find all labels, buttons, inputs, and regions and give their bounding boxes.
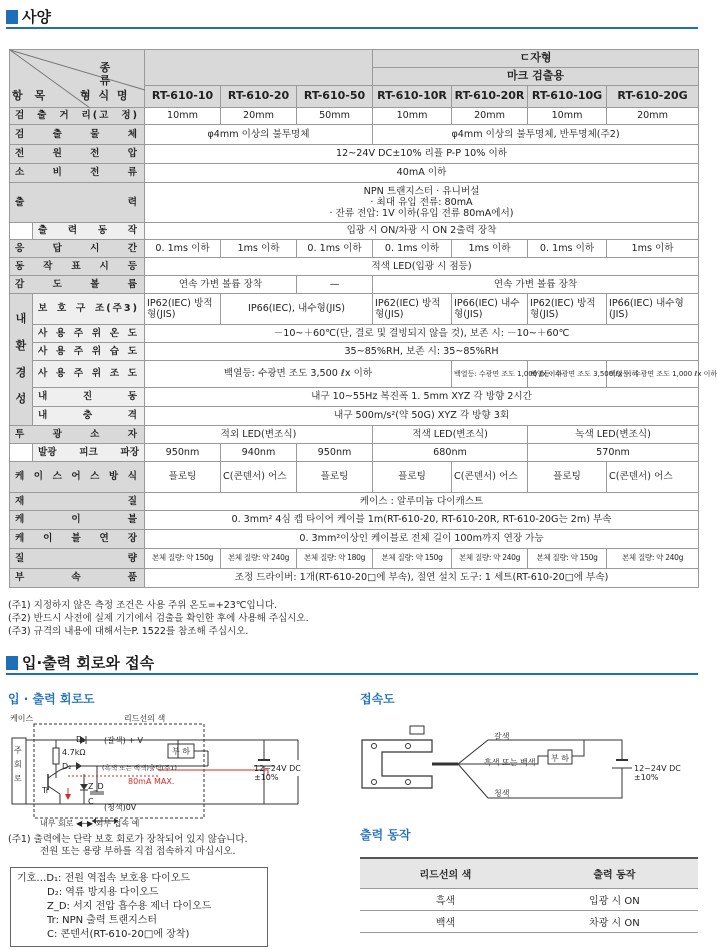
row-label: 내 충 격 xyxy=(33,407,145,426)
table-cell: 적외 LED(변조식) xyxy=(145,426,373,444)
table-cell: 50mm xyxy=(297,108,373,125)
load-label: 부 하 xyxy=(172,747,190,756)
table-cell: 40mA 이하 xyxy=(145,164,699,183)
table-cell: 1ms 이하 xyxy=(607,240,699,258)
footnote: (주3) 규격의 내용에 대해서는P. 1522를 참조해 주십시오. xyxy=(8,626,249,637)
row-label: 케 이 스 어 스 방 식 xyxy=(10,462,145,493)
table-cell: 0. 3mm²이상인 케이블로 전체 길이 100m까지 연장 가능 xyxy=(145,530,699,549)
legend-line: D₂: 역류 방지용 다이오드 xyxy=(47,887,159,898)
table-cell: C(콘덴서) 어스 xyxy=(452,462,528,493)
legend-line: Tr: NPN 출력 트랜지스터 xyxy=(47,915,158,926)
table-cell: 플로팅 xyxy=(297,462,373,493)
table-cell: 20mm xyxy=(221,108,297,125)
table-cell: 플로팅 xyxy=(528,462,607,493)
table-cell: 본체 질량: 약 180g xyxy=(297,549,373,569)
spec-section-title xyxy=(6,6,51,27)
output-line: · 최대 유입 전류: 80mA xyxy=(370,196,473,208)
circuit-note-line: (주1) 출력에는 단락 보호 회로가 장착되어 있지 않습니다. xyxy=(8,834,248,845)
row-label: 질 량 xyxy=(10,549,145,569)
table-cell: 20mm xyxy=(607,108,699,125)
output-line: · 잔류 전압: 1V 이하(유입 전류 80mA에서) xyxy=(329,208,514,220)
table-cell: 연속 가변 볼륨 장착 xyxy=(145,276,297,294)
table-cell: 백열등: 수광면 조도 1,000 ℓx 이하 xyxy=(452,361,528,388)
table-cell: 10mm xyxy=(528,108,607,125)
op-cell: 흑색 xyxy=(360,888,531,910)
footnotes xyxy=(8,599,309,638)
lead-color-label: 리드선의 색 xyxy=(124,714,166,723)
row-label: 케 이 블 xyxy=(10,511,145,530)
table-cell: 950nm xyxy=(145,444,221,462)
table-cell: IP66(IEC) 내수형(JIS) xyxy=(452,294,528,325)
table-cell: 940nm xyxy=(221,444,297,462)
env-char: 내 xyxy=(15,312,27,326)
table-corner-header xyxy=(10,50,145,108)
conn-load-label: 부 하 xyxy=(551,754,569,763)
table-cell: 10mm xyxy=(145,108,221,125)
table-cell: 680nm xyxy=(373,444,528,462)
table-cell: 0. 1ms 이하 xyxy=(145,240,221,258)
main-circuit-label: 주회로 xyxy=(14,746,22,783)
table-cell: 0. 1ms 이하 xyxy=(528,240,607,258)
circuit-subtitle: 입 · 출력 회로도 xyxy=(8,692,95,706)
table-cell: φ4mm 이상의 불투명체, 반투명체(주2) xyxy=(373,125,699,145)
empty-group-header xyxy=(145,50,373,86)
row-label: 출 력 동 작 xyxy=(33,223,145,240)
supply-label: 12~24V DC ±10% xyxy=(254,764,301,782)
output-lead-label: (흑색 또는 백색)출력(주1) xyxy=(102,764,177,772)
section-marker-icon xyxy=(6,10,18,24)
output-operation-subtitle: 출력 동작 xyxy=(360,828,411,842)
table-cell: IP62(IEC) 방적형(JIS) xyxy=(145,294,221,325)
output-line: NPN 트랜지스터 · 유니버설 xyxy=(363,185,480,197)
table-cell: IP62(IEC) 방적형(JIS) xyxy=(528,294,607,325)
env-char: 환 xyxy=(15,338,27,352)
table-cell: 12~24V DC±10% 리플 P-P 10% 이하 xyxy=(145,145,699,164)
table-cell: 백열등: 수광면 조도 3,500 ℓx 이하 xyxy=(145,361,452,388)
op-cell: 차광 시 ON xyxy=(531,910,698,932)
row-label: 전 원 전 압 xyxy=(10,145,145,164)
d2-label: D₂ xyxy=(62,762,72,771)
table-cell: 적색 LED(입광 시 점등) xyxy=(145,258,699,276)
table-cell: IP62(IEC) 방적형(JIS) xyxy=(373,294,452,325)
table-cell: 20mm xyxy=(452,108,528,125)
table-cell: 10mm xyxy=(373,108,452,125)
row-label: 보 호 구 조(주3) xyxy=(33,294,145,325)
table-cell: 케이스 : 알루미늄 다이캐스트 xyxy=(145,493,699,511)
row-label: 응 답 시 간 xyxy=(10,240,145,258)
model-header: RT-610-10G xyxy=(528,86,607,108)
table-cell: 적색 LED(변조식) xyxy=(373,426,528,444)
table-cell: 1ms 이하 xyxy=(221,240,297,258)
conn-supply-label: 12~24V DC ±10% xyxy=(634,764,681,782)
table-cell: C(콘덴서) 어스 xyxy=(221,462,297,493)
inner-outer-label: 내부 회로 ◀─▶ 외부 접속 예 xyxy=(40,819,140,828)
case-label: 케이스 xyxy=(10,714,34,723)
conn-brown-label: 갈색 xyxy=(494,732,510,741)
item-label: 항 목 xyxy=(12,89,50,102)
row-label: 케 이 블 연 장 xyxy=(10,530,145,549)
table-cell: 본체 질량: 약 150g xyxy=(528,549,607,569)
table-cell: C(콘덴서) 어스 xyxy=(607,462,699,493)
table-cell: 0. 1ms 이하 xyxy=(297,240,373,258)
op-header-cell: 리드선의 색 xyxy=(360,858,531,888)
environment-label-stack xyxy=(12,313,30,406)
spec-table xyxy=(9,49,717,588)
blue-0v-label: (청색)0V xyxy=(104,803,137,812)
model-header: RT-610-50 xyxy=(297,86,373,108)
output-cell xyxy=(145,183,699,223)
op-header-cell: 출력 동작 xyxy=(531,858,698,888)
table-cell: 950nm xyxy=(297,444,373,462)
table-cell: 백열등: 수광면 조도 1,000 ℓx 이하 xyxy=(607,361,699,388)
row-label: 사 용 주 위 습 도 xyxy=(33,343,145,361)
spec-divider xyxy=(6,27,698,29)
table-cell: 본체 질량: 약 150g xyxy=(373,549,452,569)
op-cell: 백색 xyxy=(360,910,531,932)
table-cell: 녹색 LED(변조식) xyxy=(528,426,699,444)
zd-label: Z_D xyxy=(88,782,104,791)
table-cell: 연속 가변 볼륨 장착 xyxy=(373,276,699,294)
row-label: 사 용 주 위 조 도 xyxy=(33,361,145,388)
table-cell: 본체 질량: 약 150g xyxy=(145,549,221,569)
table-cell: 백열등: 수광면 조도 3,500 ℓx 이하 xyxy=(528,361,607,388)
table-cell: IP66(IEC) 내수형(JIS) xyxy=(607,294,699,325)
model-header: RT-610-10R xyxy=(373,86,452,108)
connection-subtitle: 접속도 xyxy=(360,692,395,706)
row-label: 부 속 품 xyxy=(10,569,145,588)
resistor-label: 4.7kΩ xyxy=(62,748,86,757)
table-cell: 플로팅 xyxy=(373,462,452,493)
table-cell: 35~85%RH, 보존 시: 35~85%RH xyxy=(145,343,699,361)
environment-group-label xyxy=(10,294,33,426)
spec-title-text: 사양 xyxy=(22,8,51,26)
table-cell: 플로팅 xyxy=(145,462,221,493)
model-label: 형 식 명 xyxy=(80,89,130,102)
model-header: RT-610-20G xyxy=(607,86,699,108)
table-cell: 0. 1ms 이하 xyxy=(373,240,452,258)
table-cell: — xyxy=(297,276,373,294)
row-label: 감 도 볼 륨 xyxy=(10,276,145,294)
circuit-note xyxy=(8,834,248,858)
io-section-title xyxy=(6,652,154,673)
env-char: 성 xyxy=(15,392,27,406)
table-cell: IP66(IEC), 내수형(JIS) xyxy=(221,294,373,325)
io-title-text: 입·출력 회로와 접속 xyxy=(22,654,155,672)
row-label: 재 질 xyxy=(10,493,145,511)
c-label: C xyxy=(88,797,94,806)
row-label: 사 용 주 위 온 도 xyxy=(33,325,145,343)
row-label: 내 진 동 xyxy=(33,388,145,407)
table-cell: φ4mm 이상의 불투명체 xyxy=(145,125,373,145)
model-header: RT-610-20R xyxy=(452,86,528,108)
table-cell: 570nm xyxy=(528,444,699,462)
op-cell: 입광 시 ON xyxy=(531,888,698,910)
env-char: 경 xyxy=(15,365,27,379)
circuit-note-line: 전원 또는 용량 부하를 직접 접속하지 마십시오. xyxy=(40,846,236,857)
legend-line: 기호…D₁: 전원 역접속 보호용 다이오드 xyxy=(17,873,191,884)
legend-line: C: 콘덴서(RT-610-20□에 장착) xyxy=(47,929,190,940)
model-header: RT-610-20 xyxy=(221,86,297,108)
conn-output-label: 흑색 또는 백색 xyxy=(484,758,536,767)
row-label: 검 출 거 리(고 정) xyxy=(10,108,145,125)
table-cell: 본체 질량: 약 240g xyxy=(221,549,297,569)
d1-label: D₁ xyxy=(76,735,86,744)
row-label: 검 출 물 체 xyxy=(10,125,145,145)
output-operation-table xyxy=(360,857,698,933)
section-marker-icon xyxy=(6,656,18,670)
table-cell: －10~＋60℃(단, 결로 및 결빙되지 않을 것), 보존 시: －10~＋60℃ xyxy=(145,325,699,343)
kind-label: 종 류 xyxy=(99,61,125,87)
table-cell: 내구 10~55Hz 복진폭 1. 5mm XYZ 각 방향 2시간 xyxy=(145,388,699,407)
tr-label: Tr xyxy=(42,786,49,795)
table-cell: 내구 500m/s²(약 50G) XYZ 각 방향 3회 xyxy=(145,407,699,426)
table-cell: 본체 질량: 약 240g xyxy=(452,549,528,569)
model-header: RT-610-10 xyxy=(145,86,221,108)
mark-detection-header: 마크 검출용 xyxy=(373,68,699,86)
row-label: 출 력 xyxy=(10,183,145,223)
brown-v-label: (갈색) + V xyxy=(104,736,143,745)
row-label: 발광 피크 파장 xyxy=(33,444,145,462)
max-current-label: 80mA MAX. xyxy=(128,777,175,786)
table-cell: 본체 질량: 약 240g xyxy=(607,549,699,569)
conn-blue-label: 청색 xyxy=(494,789,510,798)
symbol-legend xyxy=(10,867,268,947)
footnote: (주1) 지정하지 않은 측정 조건은 사용 주위 온도=+23℃입니다. xyxy=(8,600,278,611)
footnote: (주2) 반드시 사전에 실제 기기에서 검출을 확인한 후에 사용해 주십시오. xyxy=(8,613,309,624)
group-header: ㄷ자형 xyxy=(373,50,699,68)
legend-line: Z_D: 서지 전압 흡수용 제너 다이오드 xyxy=(47,901,212,912)
row-label: 소 비 전 류 xyxy=(10,164,145,183)
table-cell: 0. 3mm² 4심 캡 타이어 케이블 1m(RT-610-20, RT-610-20R, RT-610-20G는 2m) 부속 xyxy=(145,511,699,530)
row-label: 투 광 소 자 xyxy=(10,426,145,444)
io-divider xyxy=(6,673,698,675)
table-cell: 1ms 이하 xyxy=(452,240,528,258)
table-cell: 입광 시 ON/차광 시 ON 2출력 장착 xyxy=(145,223,699,240)
row-label: 동 작 표 시 등 xyxy=(10,258,145,276)
table-cell: 조정 드라이버: 1개(RT-610-20□에 부속), 절연 설치 도구: 1 세트(RT-610-20□에 부속) xyxy=(145,569,699,588)
